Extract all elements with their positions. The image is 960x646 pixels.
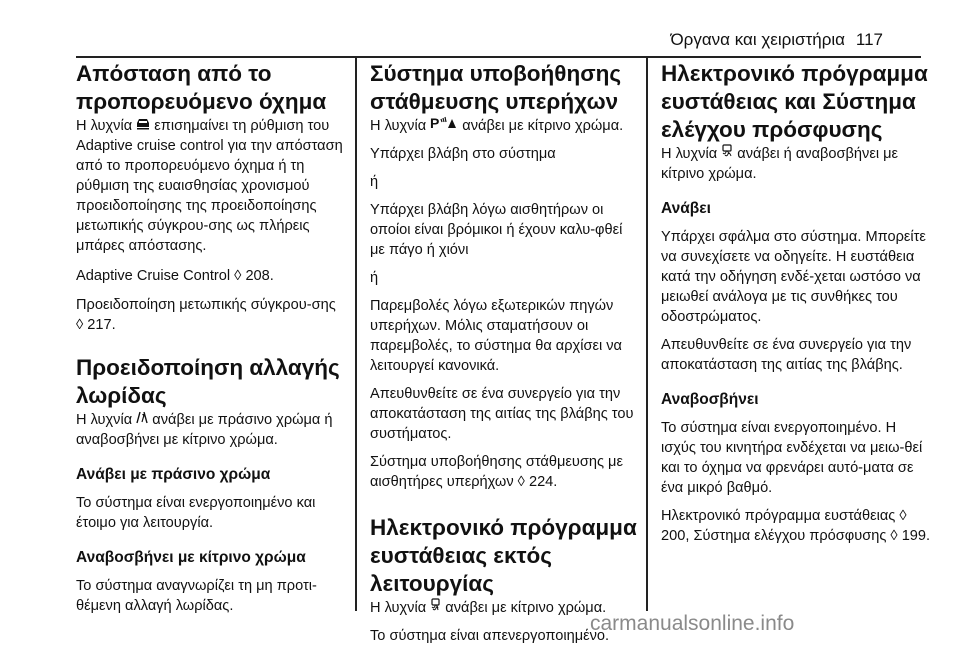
section-heading: Προειδοποίηση αλλαγής λωρίδας — [76, 355, 340, 408]
paragraph — [661, 144, 931, 184]
subheading: Ανάβει — [661, 200, 711, 217]
esc-icon — [721, 144, 733, 164]
paragraph: Παρεμβολές λόγω εξωτερικών πηγών υπερήχων. Μόλις σταματήσουν οι παρεμβολές, το σύστημα θα αρχίσει να λειτουργεί κανονικά. — [370, 298, 622, 374]
paragraph: Απευθυνθείτε σε ένα συνεργείο για την αποκατάσταση της αιτίας της βλάβης. — [661, 337, 912, 373]
paragraph: Σύστημα υποβοήθησης στάθμευσης με αισθητήρες υπερήχων ◊ 224. — [370, 454, 623, 490]
subheading: Αναβοσβήνει με κίτρινο χρώμα — [76, 549, 306, 566]
paragraph: Υπάρχει βλάβη στο σύστημα — [370, 146, 556, 162]
paragraph: Το σύστημα αναγνωρίζει τη μη προτι-θέμενη αλλαγή λωρίδας. — [76, 578, 317, 614]
section-heading: Ηλεκτρονικό πρόγραμμα ευστάθειας εκτός λειτουργίας — [370, 515, 637, 596]
paragraph — [76, 116, 346, 256]
park-assist-icon — [430, 116, 458, 136]
section-heading: Σύστημα υποβοήθησης στάθμευσης υπερήχων — [370, 61, 622, 114]
esc-off-icon — [430, 598, 441, 618]
paragraph: Υπάρχει σφάλμα στο σύστημα. Μπορείτε να συνεχίσετε να οδηγείτε. Η ευστάθεια κατά την οδήγηση ενδέ-χεται ωστόσο να μειωθεί ανάλογα με τις συνθήκες του οδοστρώματος. — [661, 229, 926, 325]
page-number: 117 — [855, 30, 883, 49]
text: Η λυχνία — [76, 118, 133, 134]
text: ανάβει ή αναβοσβήνει με κίτρινο χρώμα. — [661, 146, 899, 182]
column-divider-2 — [646, 58, 648, 611]
section-heading: Απόσταση από το προπορευόμενο όχημα — [76, 61, 327, 114]
text: ανάβει με πράσινο χρώμα ή αναβοσβήνει με κίτρινο χρώμα. — [76, 412, 333, 448]
paragraph: ή — [370, 270, 379, 286]
text: ανάβει με κίτρινο χρώμα. — [445, 600, 607, 616]
subheading: Ανάβει με πράσινο χρώμα — [76, 466, 271, 483]
section-heading: Ηλεκτρονικό πρόγραμμα ευστάθειας και Σύστημα ελέγχου πρόσφυσης — [661, 61, 928, 142]
paragraph: Το σύστημα είναι απενεργοποιημένο. — [370, 628, 610, 644]
column-divider-1 — [355, 58, 357, 611]
paragraph: Υπάρχει βλάβη λόγω αισθητήρων οι οποίοι είναι βρόμικοι ή έχουν καλυ-φθεί με πάγο ή χιόνι — [370, 202, 623, 258]
text: Η λυχνία — [370, 600, 427, 616]
paragraph — [370, 116, 640, 136]
text: επισημαίνει τη ρύθμιση του Adaptive cruise control για την απόσταση από το προπορευόμενο όχημα ή τη ρύθμιση της ευαισθησίας χρονισμού προειδοποίησης της προειδοποίησης μετωπικής σύγκρου-σης ως πλήρεις μπάρες απόστασης. — [76, 118, 343, 254]
column-1 — [76, 60, 346, 616]
text: ανάβει με κίτρινο χρώμα. — [462, 118, 624, 134]
watermark: carmanualsonline.info — [590, 612, 795, 635]
paragraph: Το σύστημα είναι ενεργοποιημένο και έτοιμο για λειτουργία. — [76, 495, 316, 531]
header-rule — [76, 56, 921, 58]
paragraph: Προειδοποίηση μετωπικής σύγκρου-σης ◊ 217. — [76, 297, 336, 333]
paragraph: ή — [370, 174, 379, 190]
column-3 — [661, 60, 931, 546]
paragraph: Ηλεκτρονικό πρόγραμμα ευστάθειας ◊ 200, Σύστημα ελέγχου πρόσφυσης ◊ 199. — [661, 508, 931, 544]
paragraph — [76, 410, 346, 450]
lane-change-icon — [136, 410, 148, 430]
text: Η λυχνία — [661, 146, 718, 162]
paragraph: Το σύστημα είναι ενεργοποιημένο. Η ισχύς του κινητήρα ενδέχεται να μειω-θεί και το όχημα να φρενάρει αυτό-ματα σε ένα μικρό βαθμό. — [661, 420, 923, 496]
text: Η λυχνία — [370, 118, 427, 134]
svg-text:P: P — [430, 116, 440, 130]
header-title: Όργανα και χειριστήρια — [670, 30, 845, 49]
paragraph: Απευθυνθείτε σε ένα συνεργείο για την αποκατάσταση της αιτίας της βλάβης του συστήματος. — [370, 386, 634, 442]
vehicle-ahead-icon — [136, 116, 150, 136]
text: Η λυχνία — [76, 412, 133, 428]
subheading: Αναβοσβήνει — [661, 391, 759, 408]
paragraph: Adaptive Cruise Control ◊ 208. — [76, 268, 274, 284]
column-2 — [370, 60, 640, 646]
